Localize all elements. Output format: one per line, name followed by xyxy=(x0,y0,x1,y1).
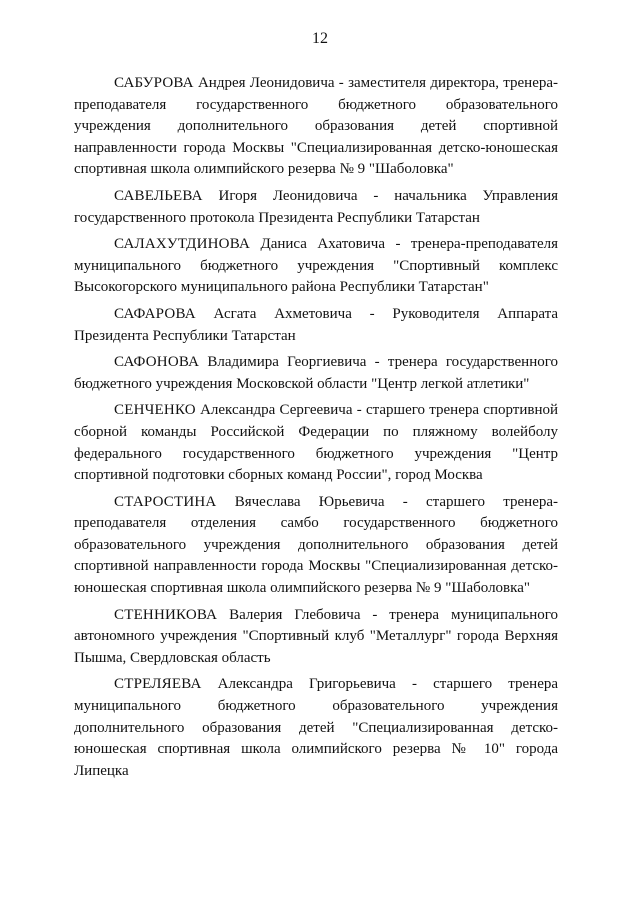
entry-text: Валерия Глебовича - тренера муниципального автономного учреждения "Спортивный клуб "Металлург" города Верхняя Пышма, Свердловская область xyxy=(74,606,558,666)
list-item xyxy=(74,186,558,229)
list-item xyxy=(74,352,558,395)
list-item xyxy=(74,234,558,299)
list-item xyxy=(74,674,558,782)
list-item xyxy=(74,400,558,486)
entry-text: Александра Сергеевича - старшего тренера спортивной сборной команды Российской Федерации по пляжному волейболу федерального государственного бюджетного учреждения "Центр спортивной подготовки сборных команд России", город Москва xyxy=(74,402,558,484)
surname: СЕНЧЕНКО xyxy=(114,402,196,419)
surname: САФОНОВА xyxy=(114,354,200,371)
entry-text: Игоря Леонидовича - начальника Управления государственного протокола Президента Республики Татарстан xyxy=(74,187,559,226)
surname: САБУРОВА xyxy=(114,75,194,91)
surname: СТЕННИКОВА xyxy=(114,606,218,623)
surname: СТРЕЛЯЕВА xyxy=(114,676,202,693)
list-item xyxy=(74,605,558,670)
entry-text: Асгата Ахметовича - Руководителя Аппарата Президента Республики Татарстан xyxy=(74,305,559,344)
entry-text: Вячеслава Юрьевича - старшего тренера-преподавателя отделения самбо государственного бюджетного образовательного учреждения дополнительного образования детей спортивной направленности города Москвы "Специализированная детско-юношеская спортивная школа олимпийского резерва № 9 "Шаболовка" xyxy=(74,493,559,597)
surname: СТАРОСТИНА xyxy=(114,493,217,510)
award-list xyxy=(74,73,558,787)
list-item xyxy=(74,73,558,181)
entry-text: Даниса Ахатовича - тренера-преподавателя муниципального бюджетного учреждения "Спортивный комплекс Высокогорского муниципального района Республики Татарстан" xyxy=(74,236,558,296)
list-item xyxy=(74,304,558,347)
page-number: 12 xyxy=(312,30,328,47)
surname: САВЕЛЬЕВА xyxy=(114,187,203,204)
entry-text: Александра Григорьевича - старшего тренера муниципального бюджетного образовательного учреждения дополнительного образования детей "Специализированная детско-юношеская спортивная школа олимпийского резерва № 10" города Липецка xyxy=(74,676,559,779)
entry-text: Владимира Георгиевича - тренера государственного бюджетного учреждения Московской области "Центр легкой атлетики" xyxy=(74,354,559,392)
surname: САФАРОВА xyxy=(114,305,196,322)
list-item xyxy=(74,492,558,600)
entry-text: Андрея Леонидовича - заместителя директора, тренера-преподавателя государственного бюджетного образовательного учреждения дополнительного образования детей спортивной направленности города Москвы "Специализированная детско-юношеская спортивная школа олимпийского резерва № 9 "Шаболовка" xyxy=(74,75,559,178)
surname: САЛАХУТДИНОВА xyxy=(114,236,250,253)
